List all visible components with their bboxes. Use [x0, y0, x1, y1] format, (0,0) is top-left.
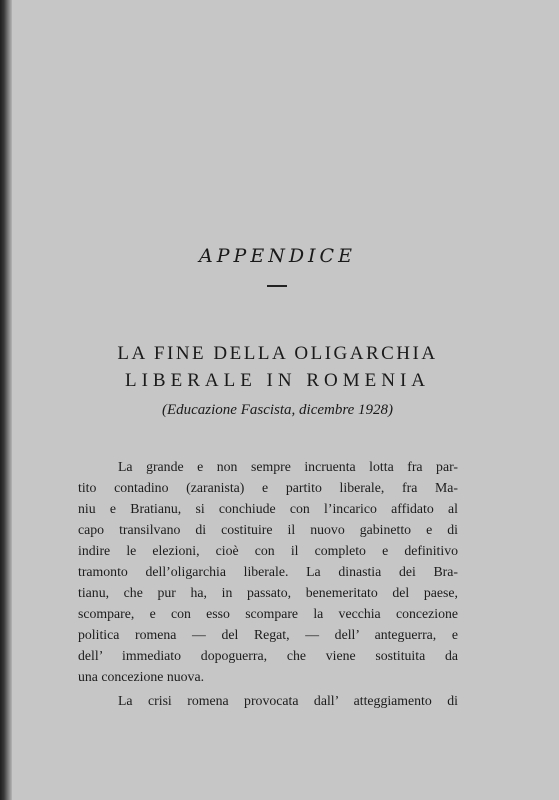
article-source: (Educazione Fascista, dicembre 1928)	[161, 402, 394, 418]
body-line: una concezione nuova.	[78, 669, 205, 684]
body-text	[78, 456, 458, 711]
body-line: tito contadino (zaranista) e partito liberale, fra Ma-	[78, 480, 458, 495]
body-line: dell’ immediato dopoguerra, che viene sostituita da	[78, 648, 458, 663]
page-binding-edge	[0, 0, 12, 800]
article-title	[100, 340, 455, 394]
body-line: politica romena — del Regat, — dell’ anteguerra, e	[78, 627, 458, 642]
body-line: tianu, che pur ha, in passato, benemeritato del paese,	[78, 585, 458, 600]
body-line: indire le elezioni, cioè con il completo e definitivo	[78, 543, 458, 558]
body-line: La grande e non sempre incruenta lotta fra par-	[118, 459, 458, 474]
body-line: tramonto dell’oligarchia liberale. La dinastia dei Bra-	[78, 564, 458, 579]
body-line: niu e Bratianu, si conchiude con l’incarico affidato al	[78, 501, 458, 516]
body-line: scompare, e con esso scompare la vecchia concezione	[78, 606, 458, 621]
article-title-line-2: LIBERALE IN ROMENIA	[124, 370, 431, 391]
article-title-line-1: LA FINE DELLA OLIGARCHIA	[117, 343, 438, 364]
body-line: La crisi romena provocata dall’ atteggiamento di	[118, 693, 458, 708]
body-line: capo transilvano di costituire il nuovo gabinetto e di	[78, 522, 458, 537]
title-divider	[267, 285, 287, 287]
appendix-title: APPENDICE	[199, 245, 356, 267]
